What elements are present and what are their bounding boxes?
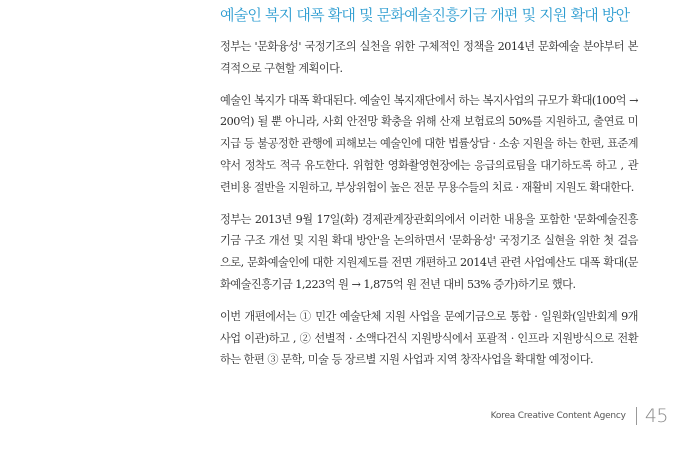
body-text (220, 36, 638, 381)
section-title: 예술인 복지 대폭 확대 및 문화예술진흥기금 개편 및 지원 확대 방안 (220, 6, 630, 24)
paragraph-reform-details: 이번 개편에서는 ① 민간 예술단체 지원 사업을 문예기금으로 통합 · 일원화(일반회계 9개 사업 이관)하고 , ② 선별적 · 소액다건식 지원방식에서 포괄적 · 인프라 지원방식으로 전환하는 한편 ③ 문학, 미술 등 장르별 지원 사업과 지역 창작사업을 확대할 예정이다. (220, 309, 638, 367)
page-footer (478, 403, 668, 429)
footer-organization: Korea Creative Content Agency (490, 411, 626, 421)
page-number: 45 (644, 405, 668, 427)
paragraph-welfare: 예술인 복지가 대폭 확대된다. 예술인 복지재단에서 하는 복지사업의 규모가 확대(100억 → 200억) 될 뿐 아니라, 사회 안전망 확충을 위해 산재 보험료의 50%를 지원하고, 출연료 미지급 등 불공정한 관행에 피해보는 예술인에 대한 법률상담 · 소송 지원을 하는 한편, 표준계약서 정착도 적극 유도한다. 위험한 영화촬영현장에는 응급의료팀을 대기하도록 하고 , 관련비용 절반을 지원하고, 부상위험이 높은 전문 무용수들의 치료 · 재활비 지원도 확대한다. (220, 93, 638, 194)
paragraph-fund-reform: 정부는 2013년 9월 17일(화) 경제관계장관회의에서 이러한 내용을 포함한 '문화예술진흥기금 구조 개선 및 지원 확대 방안'을 논의하면서 '문화융성' 국정기조 실현을 위한 첫 걸음으로, 문화예술인에 대한 지원제도를 전면 개편하고 2014년 관련 사업예산도 대폭 확대(문화예술진흥기금 1,223억 원 → 1,875억 원 전년 대비 53% 증가)하기로 했다. (220, 212, 638, 291)
footer-divider (636, 407, 637, 425)
paragraph-intro: 정부는 '문화융성' 국정기조의 실천을 위한 구체적인 정책을 2014년 문화예술 분야부터 본격적으로 구현할 계획이다. (220, 40, 638, 75)
